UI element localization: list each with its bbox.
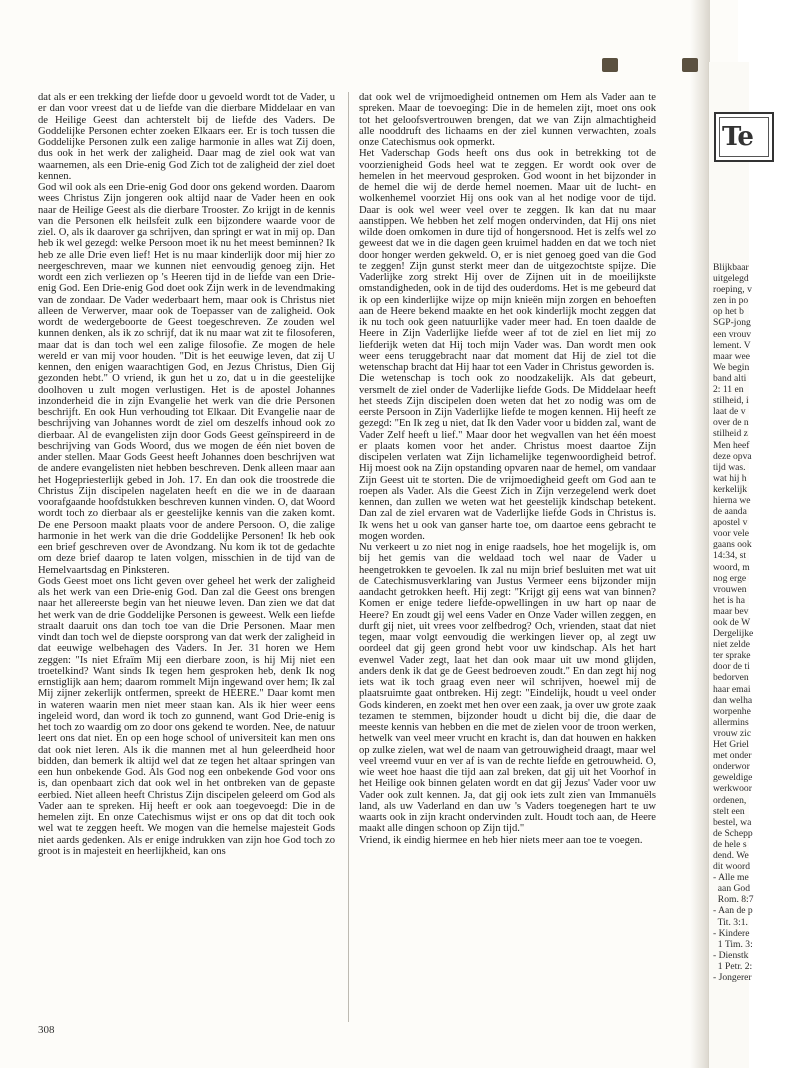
adjacent-page-logo bbox=[714, 112, 774, 162]
binding-tab bbox=[682, 58, 698, 72]
paragraph: dat als er een trekking der liefde door u gevoeld wordt tot de Vader, u er dan voor vreest dat u de liefde van die dierbare Middelaar en van de Heilige Geest dan achterstelt bij de liefde des Vaders. De Goddelijke Personen echter zoeken Elkaars eer. Er is toch tussen die Goddelijke Personen zulk een zalige harmonie in alles wat Zij doen, dus ook in het werk der zaligheid. Daar mag de ziel ook wat van waarnemen, als een Drie-enig God Zich tot de zaligheid der ziel doet kennen. bbox=[38, 92, 335, 182]
page-number: 308 bbox=[38, 1024, 55, 1036]
paragraph: Nu verkeert u zo niet nog in enige raadsels, hoe het mogelijk is, om bij het gemis van die weldaad toch wel naar de Vader u heengetrokken te gevoelen. Ik zal nu mijn brief besluiten met wat uit de Catechismusverklaring van Justus Vermeer eens bijzonder mijn aandacht getrokken heeft. Hij zegt: "Krijgt gij eens wat van binnen? Komen er enige tedere liefde-opwellingen in uw hart op naar de Heere? En zoudt gij wel eens Vader en Onze Vader willen zeggen, en durft gij niet, uit vrees voor zelfbedrog? Och, vrienden, staat dat niet tegen, maar volgt eenvoudig die werkingen liever op, al zegt uw oordeel dat gij geen grond hebt voor uw kindschap. Als het hart evenwel Vader zegt, laat het dan ook maar uit uw mond glijden, anders denk ik dat ge de Geest bedroeven zoudt." En dan zegt hij nog iets wat ik toch graag even neer wil schrijven, hoewel mij de plaatsruimte gaat ontbreken. Hij zegt: "Eindelijk, houdt u veel onder Gods kinderen, en zoekt met hen over een zaak, ja over uw grote zaak tezamen te stemmen, bijzonder houdt u dicht bij die, die daar de meeste kennis van hebben en die met de zielen voor de troon werken, hetwelk van veel meer vrucht en kracht is, dan dat houwen en hakken op zulke zielen, wat wel de naam van getrouwigheid draagt, maar wel veel vreemd vuur en ver af is van de rechte liefde en getrouwheid. O, wie weet hoe haast die tijd aan zal breken, dat gij uit het Voorhof in het Heilige ook binnen gelaten wordt en dat gij Jezus' Vader voor uw Vader ook zult kennen. Ja, dat gij ook iets zult zien van Immanuëls land, als uw Vaderland en dan uw 's Vaders toegenegen hart te uw waarts ook in zijn kracht ondervinden zult. Houdt toch aan, de Heere maakt alle dingen schoon op Zijn tijd." bbox=[359, 542, 656, 835]
paragraph: dat ook wel de vrijmoedigheid ontnemen om Hem als Vader aan te spreken. Maar de toevoeging: Die in de hemelen zijt, moet ons ook tot het geloofsvertrouwen brengen, dat we van Zijn almachtigheid alle nooddruft des lichaams en der ziel kunnen verwachten, zoals onze Catechismus ook opmerkt. bbox=[359, 92, 656, 148]
adjacent-page-logo-text: Te bbox=[722, 122, 753, 152]
binding-tab bbox=[602, 58, 618, 72]
text-column-left bbox=[38, 92, 335, 857]
column-divider bbox=[348, 92, 349, 1022]
book-gutter bbox=[690, 0, 710, 1068]
paragraph: Vriend, ik eindig hiermee en heb hier niets meer aan toe te voegen. bbox=[359, 834, 643, 846]
paragraph: Het Vaderschap Gods heeft ons dus ook in betrekking tot de voorzienigheid Gods heel wat te zeggen. Er wordt ook over de hemelen in het meervoud gesproken. God woont in het bijzonder in de hemel die wij de derde hemel noemen. Maar uit de lucht- en wolkenhemel voorziet Hij ons ook van al het nodige voor de tijd. Daar is ook wel weer veel over te zeggen. Ik kan dat nu maar aanstippen. We hebben het zelf mogen ondervinden, dat Hij ons niet wilde doen omkomen in dure tijd of hongersnood. Het is zelfs wel zo geweest dat we in die dagen geen kruimel hadden en dat we toch niet door honger werden gekweld. O, er is niet genoeg goed van die God te zeggen! Zijn gunst sterkt meer dan de uitgezochtste spijze. Die Vaderlijke zorg strekt Hij over de Zijnen uit in de moeilijkste omstandigheden, ook in de tijd des ouderdoms. Het is me gebeurd dat ik op een kinderlijke wijze op mijn knieën mijn zorgen en behoeften aan de Heere bekend maakte en het ook kinderlijk mocht zeggen dat ik nu toch ook geen natuurlijke vader meer had. En toen daalde de Heere in Zijn Vaderlijke liefde weer af tot de ziel en liet mij zo liefderijk weten dat Hij toch mijn Vader was. Dan wordt men ook weer eens teruggebracht naar dat moment dat Hij de ziel tot die wetenschap bracht dat Hij haar tot een Vader in Christus geworden is. bbox=[359, 148, 656, 373]
text-column-right bbox=[359, 92, 656, 846]
paragraph: Gods Geest moet ons licht geven over geheel het werk der zaligheid als het werk van een Drie-enig God. Dan zal die Geest ons brengen naar het allereerste begin van het nieuwe leven. Dan zien we dat dat het werk van de drie Goddelijke Personen is geweest. Welk een liefde straalt daaruit ons dan toch toe van die Drie Personen. Maar men vindt dan toch wel de diepste oorsprong van dat werk der zaligheid in dat eeuwige welbehagen des Vaders. In Jer. 31 horen we Hem zeggen: "Is niet Efraïm Mij een dierbare zoon, is hij Mij niet een troetelkind? Want sinds Ik tegen hem gesproken heb, denk Ik nog ernstiglijk aan hem; daarom rommelt Mijn ingewand over hem; Ik zal Mij zijner zekerlijk ontfermen, spreekt de HEERE." Daar komt men in wateren waarin men niet meer staan kan. Als ik hier weer eens ingeleid word, dan word ik toch zo gunnend, want God Drie-enig is het toch zo waardig om zo door ons gekend te worden. Nee, de natuur leert ons dat niet. En op een hoge school of universiteit kan men ons dat ook niet leren. Als ik die mannen met al hun geleerdheid hoor bidden, dan bemerk ik altijd wel dat ze tegen het altaar springen van een hun onbekende God. Als God nog een onbekende God voor ons is, dan openbaart zich dat ook wel in het ontbreken van de gepaste eerbied. Niet alleen heeft Christus Zijn discipelen geleerd om God als Vader aan te spreken. Hij heeft er ook aan toegevoegd: Die in de hemelen zijt. En onze Catechismus wijst er ons op dat dit toch ook wel wat te zeggen heeft. We mogen van die hemelse majesteit Gods niet aards gedenken. Als er enige indrukken van zijn hoe God toch zo groot is in majesteit en heerlijkheid, kan ons bbox=[38, 575, 335, 857]
adjacent-page-text: Blijkbaar uitgelegd roeping, v zen in po op het b SGP-jong een vrouv lement. V maar wee We begin band alti 2: 11 en stilheid, i laat de v over de n stilheid z Men heef deze opva tijd was. wat hij h kerkelijk hierna we de aanda apostel v voor vele gaans ook 14:34, st woord, m nog erge vrouwen het is ha maar bev ook de W Dergelijke niet zelde ter sprake door de ti bedorven haar emai dan welha worpenhe allermins vrouw zic Het Griel met onder onderwor geweldige werkwoor ordenen, stelt een bestel, wa de Schepp de hele s dend. We dit woord - Alle me aan God Rom. 8:7 - Aan de p Tit. 3:1. - Kindere 1 Tim. 3: - Dienstk 1 Petr. 2: - Jongerer bbox=[713, 262, 754, 983]
paragraph: God wil ook als een Drie-enig God door ons gekend worden. Daarom wees Christus Zijn jongeren ook altijd naar de Vader heen en ook naar de Heilige Geest als die dierbare Trooster. Zo krijgt in de kennis van die Personen elk heilsfeit zulk een bijzondere waarde voor de ziel. O, als ik daarover ga schrijven, dan springt er wat in mij op. Dan heb ik wel gezegd: welke Persoon moet ik nu het meest beminnen? Ik heb ze alle Drie even lief! Het is nu maar kinderlijk door mij hier zo neergeschreven, maar we kunnen niet eenvoudig genoeg zijn. Het wordt een zich verliezen op 's Heeren tijd in de liefde van een Drie-enig God. Een Drie-enig God doet ook Zijn werk in de levendmaking van de zondaar. De Vader wederbaart hem, maar ook is Christus niet alleen de Verwerver, maar ook de Toepasser van de zaligheid. Ook wordt de wedergeboorte de Geest toegeschreven. Ze zouden wel kunnen denken, als ik zo schrijf, dat ik nu maar wat zit te filosoferen, maar dat is dan toch wel een zalige filosofie. Ze mogen de hele wereld er van mij voor houden. "Dit is het eeuwige leven, dat zij U kennen, den enigen waarachtigen God, en Jezus Christus, Dien Gij gezonden hebt." O vriend, ik gun het u zo, dat u in die geestelijke doolhoven u zult mogen verlustigen. Het is de apostel Johannes inzonderheid die in zijn Evangelie het werk van die drie Personen beschrijft. En ook Hun verhouding tot Elkaar. Dit Evangelie naar de beschrijving van Johannes wordt de ziel om deszelfs inhoud ook zo dierbaar. Al de evangelisten zijn door Gods Geest geïnspireerd in de beschrijving van Gods Woord, dus we mogen de één niet boven de ander stellen. Maar Gods Geest heeft Johannes doen beschrijven wat de andere evangelisten niet hebben beschreven. Denk alleen maar aan het Hogepriesterlijk gebed in Joh. 17. En dan ook die troostrede die Christus Zijn discipelen nagelaten heeft en die we in de daaraan voorafgaande hoofdstukken beschreven kunnen vinden. O, dat Woord wordt toch zo dierbaar als er geestelijke kennis van die zaken komt. De ene Persoon maakt plaats voor de andere Persoon. O, die zalige harmonie in het werk van die drie Goddelijke Personen! Ik heb ook een brief geschreven over de Avondzang. Nu kom ik tot de gedachte om deze brief daarop te laten volgen, misschien in de tijd van de Hemelvaartsdag en Pinksteren. bbox=[38, 182, 335, 576]
adjacent-page bbox=[708, 62, 754, 1068]
paragraph: Die wetenschap is toch ook zo noodzakelijk. Als dat gebeurt, versmelt de ziel onder de Vaderlijke liefde Gods. De Middelaar heeft het steeds Zijn discipelen doen weten dat het zo nodig was om de eerste Persoon in Zijn Vaderlijke liefde te mogen kennen. Hij heeft ze gezegd: "En Ik zeg u niet, dat Ik den Vader voor u bidden zal, want de Vader Zelf heeft u lief." Maar door het wegvallen van het één moest er plaats komen voor het ander. Christus moest daartoe Zijn discipelen verlaten wat Zijn lichamelijke tegenwoordigheid betrof. Hij moest ook na Zijn opstanding opvaren naar de hemel, om vandaar Zijn Geest uit te storten. Die de vrijmoedigheid geeft om God aan te roepen als Vader. Als die Geest Zich in Zijn verzegelend werk doet kennen, dan zullen we weten wat het geestelijk kindschap betekent. Dan zal de ziel ervaren wat de Vaderlijke liefde Gods in Christus is. Ik wens het u ook van ganser harte toe, om daartoe eens gebracht te mogen worden. bbox=[359, 373, 656, 542]
